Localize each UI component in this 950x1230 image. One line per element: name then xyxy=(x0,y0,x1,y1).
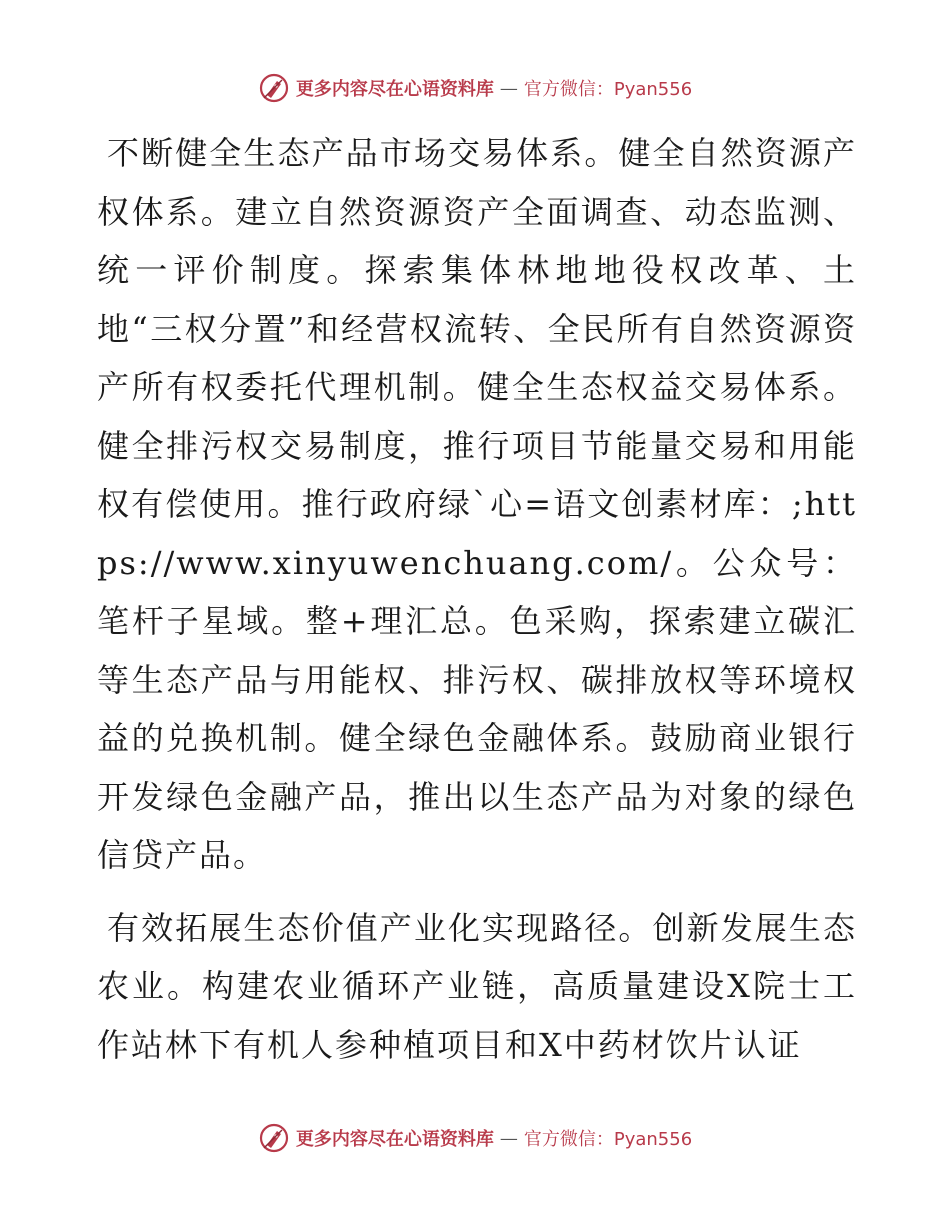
footer-site-text: 更多内容尽在心语资料库 xyxy=(295,1129,494,1150)
header-separator: — xyxy=(499,77,518,99)
pen-nib-logo-icon xyxy=(258,72,290,104)
footer-banner xyxy=(0,1122,950,1154)
header-wechat-text: 官方微信：Pyan556 xyxy=(523,79,693,100)
paragraph: 不断健全生态产品市场交易体系。健全自然资源产权体系。建立自然资源资产全面调查、动态监测、统一评价制度。探索集体林地地役权改革、土地“三权分置”和经营权流转、全民所有自然资源资产所有权委托代理机制。健全生态权益交易体系。健全排污权交易制度，推行项目节能量交易和用能权有偿使用。推行政府绿`心=语文创素材库：;https://www.xinyuwenchuang.com/。公众号：笔杆子星域。整+理汇总。色采购，探索建立碳汇等生态产品与用能权、排污权、碳排放权等环境权益的兑换机制。健全绿色金融体系。鼓励商业银行开发绿色金融产品，推出以生态产品为对象的绿色信贷产品。 xyxy=(97,134,857,874)
document-body xyxy=(97,124,857,1074)
header-banner xyxy=(0,72,950,104)
pen-nib-logo-icon xyxy=(258,1122,290,1154)
footer-wechat-text: 官方微信：Pyan556 xyxy=(523,1129,693,1150)
footer-separator: — xyxy=(499,1127,518,1149)
paragraph: 有效拓展生态价值产业化实现路径。创新发展生态农业。构建农业循环产业链，高质量建设X院士工作站林下有机人参种植项目和X中药材饮片认证 xyxy=(97,908,857,1064)
header-site-text: 更多内容尽在心语资料库 xyxy=(295,79,494,100)
